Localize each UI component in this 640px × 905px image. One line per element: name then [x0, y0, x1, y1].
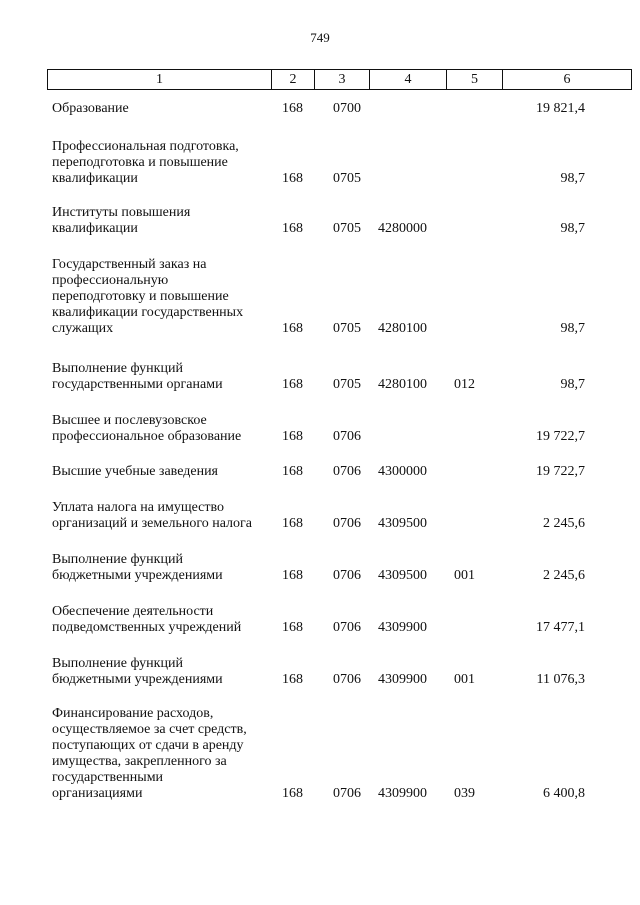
- expense-type-code: 001: [454, 672, 475, 687]
- budget-row: [0, 361, 640, 393]
- amount: 98,7: [560, 377, 585, 392]
- row-name-line: Институты повышения: [52, 205, 191, 220]
- row-name-line: государственными органами: [52, 377, 223, 392]
- budget-row: [0, 500, 640, 532]
- column-header-2: 2: [272, 70, 315, 90]
- section-code: 168: [282, 620, 303, 635]
- column-header-table: [47, 69, 632, 90]
- row-name-line: поступающих от сдачи в аренду: [52, 738, 244, 753]
- target-code: 4300000: [378, 464, 427, 479]
- expense-type-code: 039: [454, 786, 475, 801]
- row-name-line: имущества, закрепленного за: [52, 754, 227, 769]
- amount: 17 477,1: [536, 620, 585, 635]
- section-code: 168: [282, 321, 303, 336]
- row-name-line: квалификации государственных: [52, 305, 244, 320]
- row-name: [52, 413, 266, 445]
- column-header-5: 5: [447, 70, 503, 90]
- row-name-line: государственными: [52, 770, 164, 785]
- subsection-code: 0705: [333, 321, 361, 336]
- target-code: 4280100: [378, 377, 427, 392]
- subsection-code: 0706: [333, 429, 361, 444]
- expense-type-code: 001: [454, 568, 475, 583]
- amount: 11 076,3: [536, 672, 585, 687]
- subsection-code: 0705: [333, 221, 361, 236]
- section-code: 168: [282, 377, 303, 392]
- section-code: 168: [282, 221, 303, 236]
- row-name-line: организаций и земельного налога: [52, 516, 252, 531]
- row-name-line: Государственный заказ на: [52, 257, 207, 272]
- row-name-line: квалификации: [52, 171, 138, 186]
- subsection-code: 0706: [333, 464, 361, 479]
- budget-row: [0, 413, 640, 445]
- row-name-line: подведомственных учреждений: [52, 620, 242, 635]
- subsection-code: 0706: [333, 568, 361, 583]
- budget-row: [0, 706, 640, 802]
- column-header-6: 6: [503, 70, 632, 90]
- row-name-line: Обеспечение деятельности: [52, 604, 214, 619]
- budget-row: [0, 464, 640, 480]
- row-name-line: Высшие учебные заведения: [52, 464, 218, 479]
- amount: 6 400,8: [543, 786, 585, 801]
- page-number: 749: [310, 30, 330, 45]
- row-name-line: осуществляемое за счет средств,: [52, 722, 247, 737]
- row-name: [52, 101, 266, 117]
- row-name-line: Образование: [52, 101, 129, 116]
- row-name: [52, 552, 266, 584]
- amount: 2 245,6: [543, 516, 585, 531]
- row-name-line: бюджетными учреждениями: [52, 672, 223, 687]
- row-name: [52, 604, 266, 636]
- row-name-line: профессиональное образование: [52, 429, 242, 444]
- row-name-line: служащих: [52, 321, 114, 336]
- amount: 19 821,4: [536, 101, 585, 116]
- amount: 2 245,6: [543, 568, 585, 583]
- section-code: 168: [282, 171, 303, 186]
- target-code: 4309900: [378, 620, 427, 635]
- row-name-line: Профессиональная подготовка,: [52, 139, 239, 154]
- section-code: 168: [282, 101, 303, 116]
- row-name: [52, 361, 266, 393]
- target-code: 4280000: [378, 221, 427, 236]
- row-name-line: Выполнение функций: [52, 361, 183, 376]
- section-code: 168: [282, 672, 303, 687]
- section-code: 168: [282, 516, 303, 531]
- section-code: 168: [282, 786, 303, 801]
- row-name-line: Уплата налога на имущество: [52, 500, 225, 515]
- row-name: [52, 139, 266, 187]
- budget-row: [0, 139, 640, 187]
- section-code: 168: [282, 429, 303, 444]
- amount: 19 722,7: [536, 464, 585, 479]
- subsection-code: 0706: [333, 620, 361, 635]
- row-name-line: переподготовку и повышение: [52, 289, 229, 304]
- target-code: 4280100: [378, 321, 427, 336]
- budget-row: [0, 257, 640, 337]
- column-header-4: 4: [370, 70, 447, 90]
- section-code: 168: [282, 464, 303, 479]
- row-name: [52, 706, 266, 802]
- budget-row: [0, 101, 640, 117]
- row-name-line: Финансирование расходов,: [52, 706, 214, 721]
- subsection-code: 0705: [333, 171, 361, 186]
- row-name: [52, 257, 266, 337]
- amount: 98,7: [560, 321, 585, 336]
- budget-row: [0, 552, 640, 584]
- amount: 19 722,7: [536, 429, 585, 444]
- column-header-row: [48, 70, 632, 90]
- budget-row: [0, 656, 640, 688]
- subsection-code: 0706: [333, 672, 361, 687]
- row-name-line: бюджетными учреждениями: [52, 568, 223, 583]
- subsection-code: 0700: [333, 101, 361, 116]
- row-name-line: квалификации: [52, 221, 138, 236]
- section-code: 168: [282, 568, 303, 583]
- subsection-code: 0705: [333, 377, 361, 392]
- row-name: [52, 500, 266, 532]
- subsection-code: 0706: [333, 516, 361, 531]
- target-code: 4309500: [378, 568, 427, 583]
- row-name-line: организациями: [52, 786, 143, 801]
- row-name-line: Выполнение функций: [52, 656, 183, 671]
- target-code: 4309900: [378, 672, 427, 687]
- row-name: [52, 656, 266, 688]
- subsection-code: 0706: [333, 786, 361, 801]
- budget-row: [0, 205, 640, 237]
- expense-type-code: 012: [454, 377, 475, 392]
- row-name-line: Выполнение функций: [52, 552, 183, 567]
- amount: 98,7: [560, 171, 585, 186]
- row-name: [52, 205, 266, 237]
- amount: 98,7: [560, 221, 585, 236]
- row-name-line: профессиональную: [52, 273, 169, 288]
- budget-row: [0, 604, 640, 636]
- row-name-line: переподготовка и повышение: [52, 155, 228, 170]
- row-name-line: Высшее и послевузовское: [52, 413, 207, 428]
- column-header-1: 1: [48, 70, 272, 90]
- column-header-3: 3: [315, 70, 370, 90]
- target-code: 4309500: [378, 516, 427, 531]
- target-code: 4309900: [378, 786, 427, 801]
- row-name: [52, 464, 266, 480]
